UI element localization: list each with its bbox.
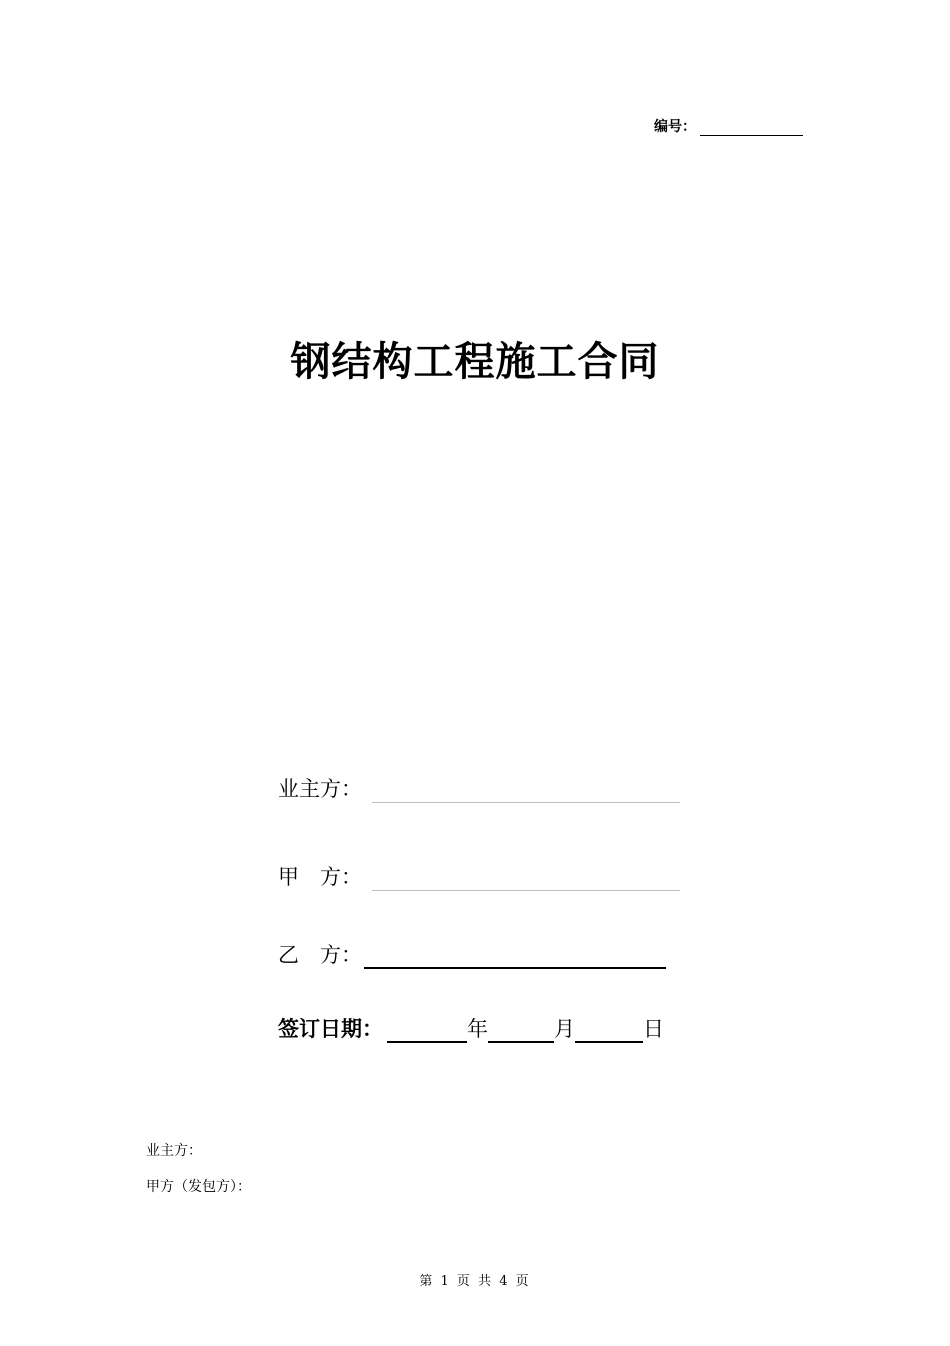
serial-number-field — [654, 116, 803, 136]
sign-year-blank[interactable] — [387, 1021, 467, 1043]
owner-label: 业主方： — [278, 777, 362, 801]
party-b-field — [278, 941, 666, 969]
owner-blank[interactable] — [372, 782, 680, 803]
party-b-blank[interactable] — [364, 947, 666, 969]
body-owner-line: 业主方： — [146, 1143, 202, 1159]
body-party-a-line: 甲方（发包方）： — [146, 1179, 251, 1195]
sign-month-blank[interactable] — [488, 1021, 554, 1043]
owner-field — [278, 775, 680, 803]
month-unit: 月 — [554, 1017, 575, 1041]
sign-day-blank[interactable] — [575, 1021, 643, 1043]
serial-number-blank[interactable] — [700, 119, 803, 136]
party-b-label: 乙 方： — [278, 943, 362, 967]
day-unit: 日 — [643, 1017, 664, 1041]
party-a-blank[interactable] — [372, 870, 680, 891]
serial-number-label: 编号： — [654, 119, 696, 135]
sign-date-label: 签订日期： — [278, 1017, 383, 1041]
year-unit: 年 — [467, 1017, 488, 1041]
sign-date-field — [278, 1015, 664, 1043]
party-a-field — [278, 863, 680, 891]
page-indicator: 第 1 页 共 4 页 — [419, 1274, 531, 1289]
document-title: 钢结构工程施工合同 — [290, 339, 660, 385]
party-a-label: 甲 方： — [278, 865, 362, 889]
